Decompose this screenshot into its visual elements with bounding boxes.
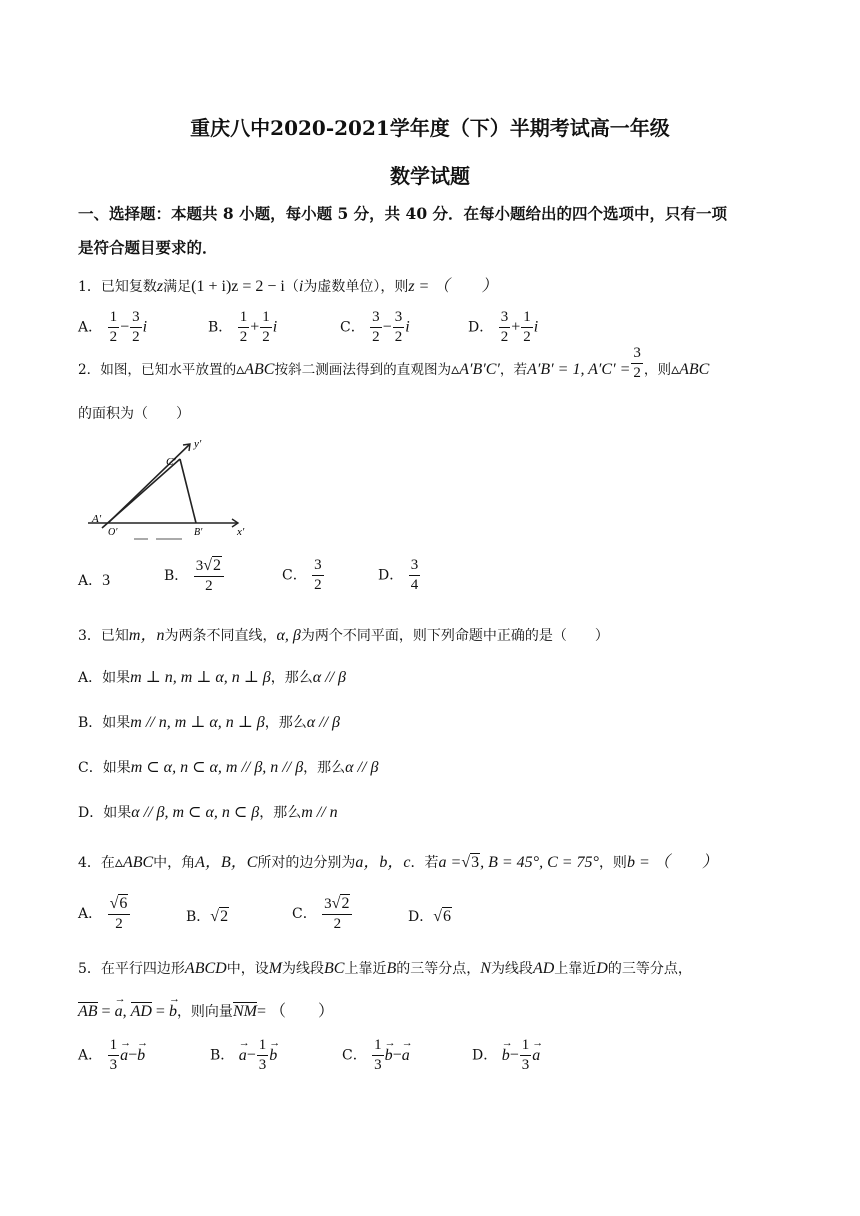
den: 2 [394, 329, 403, 345]
then: ，那么 [270, 670, 313, 686]
q3-option-b [78, 712, 340, 732]
q1-mid1: 满足 [163, 279, 192, 295]
q5-option-a [78, 1038, 145, 1073]
radicand: 3 [471, 854, 480, 871]
frac [257, 1038, 269, 1073]
den: 3 [109, 1057, 118, 1073]
vec-a: → a [115, 1003, 123, 1021]
vec-b: → b [269, 1047, 277, 1065]
q2-a-value: 3 [102, 572, 111, 589]
den: 2 [205, 578, 213, 594]
num: 1 [372, 1038, 384, 1056]
den: 3 [258, 1057, 267, 1073]
expr: m // n, m ⊥ α, n ⊥ β [130, 714, 265, 731]
radicand: 6 [119, 895, 128, 912]
q2-mid3: ，则 [643, 362, 672, 378]
q5-mid5: 为线段 [490, 961, 533, 977]
vec-b: → b [502, 1047, 510, 1065]
question-1 [78, 273, 497, 296]
q4-cond-rest: , B = 45°, C = 75° [480, 854, 599, 871]
section-heading-line1: 一、选择题：本题共 8 小题，每小题 5 分，共 40 分．在每小题给出的四个选项中，只有一项 [78, 204, 728, 223]
q2-triangle-abc: ▵ABC [236, 361, 275, 378]
q5-option-b-label: B． [210, 1047, 235, 1064]
q5-mid8: ，则向量 [176, 1004, 233, 1020]
q1-c-frac1 [370, 310, 382, 345]
q5-prefix: 5．在平行四边形 [78, 961, 185, 977]
q4-sqrt: √3 [461, 854, 480, 871]
then: ，那么 [264, 715, 307, 731]
q4-triangle: ▵ABC [114, 854, 154, 871]
q5-mid7: 的三等分点， [607, 961, 692, 977]
den: 2 [523, 329, 531, 345]
sqrt: √2 [203, 557, 222, 574]
q5-ad: AD [532, 960, 555, 977]
label-x: x′ [237, 526, 245, 538]
q1-option-a-label: A． [78, 319, 103, 336]
vec-a: → a [120, 1047, 128, 1065]
radicand: 2 [220, 908, 229, 925]
q2-mid1: 按斜二测画法得到的直观图为 [274, 362, 452, 378]
q5-abcd: ABCD [184, 960, 227, 977]
num [194, 558, 224, 577]
q5-n: N [480, 960, 491, 977]
q2-prefix: 2．如图，已知水平放置的 [78, 362, 237, 378]
num: 3 [130, 310, 142, 328]
q1-mid3: 为虚数单位），则 [303, 279, 409, 295]
q1-c-frac2 [393, 310, 405, 345]
q2-option-a-label: A． [78, 573, 103, 589]
coef: 3 [195, 558, 204, 574]
q4-option-d [408, 906, 452, 926]
q2-c-frac [312, 558, 324, 593]
num: 1 [257, 1038, 269, 1056]
q4-c-frac [322, 896, 352, 932]
q4-prefix: 4．在 [78, 855, 115, 871]
unit-i: i [405, 318, 410, 336]
q4-option-a [78, 896, 131, 932]
q5-mid6: 上靠近 [554, 961, 597, 977]
q3-mid1: 为两条不同直线， [164, 628, 277, 644]
radicand: 6 [443, 908, 452, 925]
op: − [120, 318, 130, 336]
q1-a-frac2 [130, 310, 142, 345]
q5-mid1: 中，设 [226, 961, 269, 977]
q5-option-a-label: A． [78, 1047, 103, 1064]
label-a: A′ [92, 513, 102, 525]
label: D．如果 [78, 805, 132, 821]
q4-tail: b = （ ） [626, 854, 718, 871]
unit-i: i [272, 318, 278, 336]
op: − [382, 318, 392, 336]
coef: 3 [324, 896, 332, 912]
num [322, 896, 352, 915]
q3-option-d [78, 802, 338, 822]
vec-nm: NM [232, 1003, 257, 1020]
den: 3 [374, 1057, 382, 1073]
q4-option-c-label: C． [292, 906, 317, 922]
q1-mid2: （ [284, 279, 299, 295]
vec-a: → a [532, 1047, 540, 1065]
q5-bc: BC [324, 960, 345, 977]
q5-mid4: 的三等分点， [396, 961, 481, 977]
q1-option-c [340, 310, 410, 345]
den: 2 [262, 329, 270, 345]
q5-d: D [596, 960, 608, 977]
q4-sides: a，b，c [355, 854, 411, 871]
q2-option-a [78, 570, 110, 590]
unit-i: i [533, 318, 539, 336]
label-y: y′ [194, 438, 202, 450]
den: 4 [410, 577, 419, 593]
num: 1 [238, 310, 250, 328]
then: ，那么 [259, 805, 302, 821]
num: 3 [370, 310, 382, 328]
sqrt: √6 [109, 895, 128, 912]
question-3 [78, 622, 609, 645]
q5-option-c-label: C． [342, 1047, 367, 1064]
q5-tail: = （ ） [256, 1003, 334, 1020]
q5-option-d [472, 1038, 540, 1073]
sqrt: √2 [331, 895, 350, 912]
q2-triangle-prime: ▵A′B′C′ [451, 361, 500, 378]
q1-option-c-label: C． [340, 319, 365, 336]
question-2 [78, 345, 710, 381]
question-5 [78, 958, 692, 978]
num [108, 896, 131, 915]
q2-option-c-label: C． [282, 567, 307, 584]
q1-b-frac2 [260, 310, 272, 345]
num: 1 [108, 1038, 120, 1056]
den: 2 [132, 329, 140, 345]
label: A．如果 [78, 670, 131, 686]
q4-option-d-label: D． [408, 909, 434, 925]
q3-option-a [78, 667, 346, 687]
minus: − [128, 1046, 138, 1064]
q5-option-b [210, 1038, 277, 1073]
unit-i: i [142, 318, 148, 336]
side-c-b [180, 459, 196, 523]
minus: − [392, 1046, 402, 1064]
result: α // β [312, 669, 347, 686]
minus: − [509, 1046, 519, 1064]
q4-option-b [186, 906, 229, 926]
q2-d-frac [409, 558, 421, 593]
num: 1 [521, 310, 533, 328]
q1-option-b [208, 310, 277, 345]
q2-line2: 的面积为（ ） [78, 406, 190, 422]
q2-figure [86, 432, 251, 547]
q2-mid2: ，若 [499, 362, 528, 378]
result: m // n [301, 804, 338, 821]
q4-mid3: ．若 [410, 855, 439, 871]
sqrt: √6 [433, 908, 452, 925]
section-heading-line2: 是符合题目要求的． [78, 238, 218, 257]
q4-mid1: 中，角 [153, 855, 196, 871]
result: α // β [345, 759, 379, 776]
question-4 [78, 849, 718, 872]
num: 1 [108, 310, 120, 328]
den: 2 [500, 329, 509, 345]
sqrt: √2 [210, 908, 229, 925]
q1-var-i: i [298, 278, 304, 295]
vec-b: → b [137, 1047, 145, 1065]
q3-mid2: 为两个不同平面，则下列命题中正确的是（ ） [300, 628, 609, 644]
num: 1 [260, 310, 272, 328]
q2-option-b-label: B． [164, 568, 189, 584]
q3-mn: m，n [128, 627, 165, 644]
vec-a: → a [239, 1047, 247, 1065]
num: 3 [631, 346, 643, 364]
q4-option-a-label: A． [78, 906, 103, 922]
den: 2 [314, 577, 322, 593]
q1-option-d-label: D． [468, 319, 494, 336]
q1-a-frac1 [108, 310, 120, 345]
q1-d-frac1 [499, 310, 511, 345]
frac [372, 1038, 384, 1073]
radicand: 2 [213, 557, 222, 574]
q1-option-d [468, 310, 538, 345]
q4-mid2: 所对的边分别为 [257, 855, 356, 871]
q1-var-z: z [156, 278, 164, 295]
q2-option-c [282, 558, 325, 593]
frac [108, 1038, 120, 1073]
op: + [250, 318, 260, 336]
label-o: O′ [108, 527, 118, 538]
vec-a: → a [402, 1047, 410, 1065]
den: 2 [372, 329, 380, 345]
then: ，那么 [303, 760, 346, 776]
den: 2 [115, 916, 123, 932]
label-b: B′ [194, 527, 203, 538]
q4-a-frac [108, 896, 131, 932]
q2-frac [631, 346, 643, 381]
radicand: 2 [341, 895, 350, 912]
vec-b: → b [169, 1003, 177, 1021]
q3-ab: α, β [276, 627, 301, 644]
q5-option-d-label: D． [472, 1047, 498, 1064]
label: C．如果 [78, 760, 131, 776]
vec-ad: AD [130, 1003, 152, 1020]
q2-triangle-abc-2: ▵ABC [671, 361, 710, 378]
den: 3 [521, 1057, 530, 1073]
q5-line2: AB = → a, AD = → b，则向量NM= （ ） [78, 998, 334, 1021]
q4-option-c [292, 896, 353, 932]
q1-b-frac1 [238, 310, 250, 345]
result: α // β [306, 714, 341, 731]
q2-option-d-label: D． [378, 567, 404, 584]
q2-condition: A′B′ = 1, A′C′ = [527, 361, 631, 378]
q3-prefix: 3．已知 [78, 628, 129, 644]
vec-b: → b [385, 1047, 393, 1065]
q1-option-a [78, 310, 147, 345]
q3-option-c [78, 757, 378, 777]
den: 2 [109, 329, 118, 345]
label: B．如果 [78, 715, 131, 731]
q5-mid2: 为线段 [282, 961, 325, 977]
q2-option-b [164, 558, 225, 594]
side-a-c [102, 459, 180, 528]
q4-option-b-label: B． [186, 909, 211, 925]
q5-b: B [386, 960, 397, 977]
q1-equation: (1 + i)z = 2 − i [191, 278, 285, 295]
frac [520, 1038, 532, 1073]
q5-mid3: 上靠近 [344, 961, 387, 977]
q2-b-frac [194, 558, 224, 594]
q1-tail: z = （ ） [408, 278, 498, 295]
page-title: 重庆八中2020-2021学年度（下）半期考试高一年级 [190, 116, 670, 140]
q1-d-frac2 [521, 310, 533, 345]
q2-option-d [378, 558, 421, 593]
q4-cond-a: a = [438, 854, 462, 871]
vec-ab: AB [78, 1003, 98, 1020]
q5-option-c [342, 1038, 410, 1073]
num: 1 [520, 1038, 532, 1056]
q5-m: M [268, 960, 283, 977]
den: 2 [333, 916, 342, 932]
q1-prefix: 1．已知复数 [78, 279, 157, 295]
page-subtitle: 数学试题 [390, 164, 470, 188]
op: + [511, 318, 521, 336]
num: 3 [312, 558, 324, 576]
num: 3 [393, 310, 405, 328]
minus: − [246, 1046, 256, 1064]
num: 3 [499, 310, 511, 328]
label-c: C′ [166, 456, 176, 468]
q4-mid4: ，则 [598, 855, 627, 871]
expr: α // β, m ⊂ α, n ⊂ β [131, 804, 260, 821]
expr: m ⊥ n, m ⊥ α, n ⊥ β [130, 669, 271, 686]
expr: m ⊂ α, n ⊂ α, m // β, n // β [130, 759, 304, 776]
den: 2 [633, 365, 641, 381]
den: 2 [239, 329, 248, 345]
num: 3 [409, 558, 421, 576]
q1-option-b-label: B． [208, 319, 233, 336]
q4-angles: A，B，C [195, 854, 258, 871]
